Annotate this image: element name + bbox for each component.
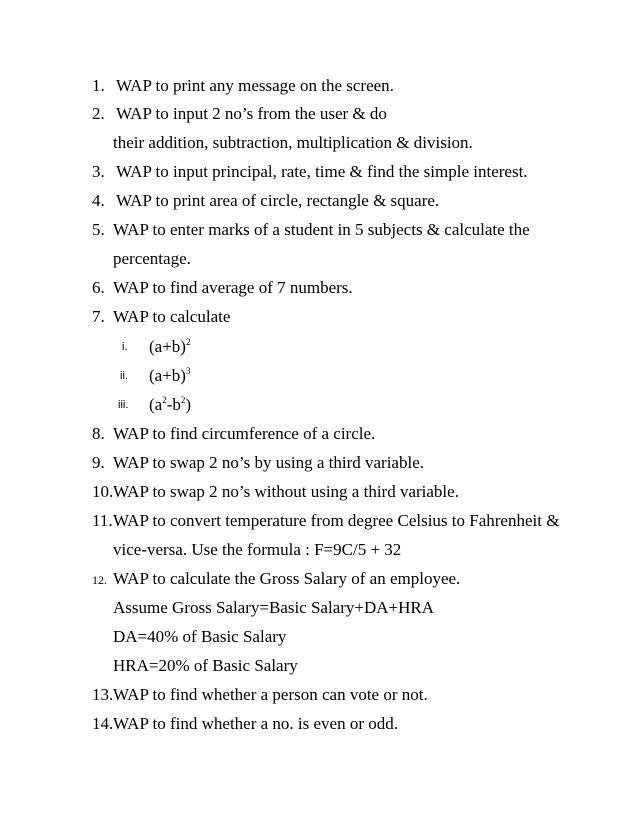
item-continuation: their addition, subtraction, multiplication & division. [113, 133, 473, 152]
list-item [92, 220, 530, 240]
item-continuation: vice-versa. Use the formula : F=9C/5 + 32 [113, 540, 402, 559]
item-text: WAP to calculate [113, 307, 231, 326]
item-text: WAP to enter marks of a student in 5 subjects & calculate the [113, 220, 530, 239]
expression-part: -b [166, 395, 181, 414]
list-item [92, 307, 230, 327]
item-number: 14. [92, 714, 114, 733]
item-text: WAP to find average of 7 numbers. [113, 278, 353, 297]
expression-part: (a [149, 395, 163, 414]
list-item [92, 453, 424, 473]
item-number: 9. [92, 453, 105, 472]
item-number: 11. [92, 511, 113, 530]
list-item [92, 278, 353, 298]
list-item [92, 104, 387, 124]
item-text: WAP to print any message on the screen. [116, 76, 394, 95]
sub-item-number: ii. [120, 370, 128, 382]
item-number: 5. [92, 220, 105, 239]
exponent: 2 [162, 395, 167, 405]
item-text: WAP to swap 2 no’s by using a third variable. [113, 453, 424, 472]
item-number: 1. [92, 76, 105, 95]
expression-base: (a+b) [149, 366, 186, 385]
item-text: WAP to calculate the Gross Salary of an employee. [113, 569, 461, 588]
item-continuation: percentage. [113, 249, 191, 268]
item-text: WAP to input 2 no’s from the user & do [116, 104, 387, 123]
list-item [92, 191, 439, 211]
item-number: 13. [92, 685, 114, 704]
item-text: WAP to find whether a no. is even or odd. [113, 714, 399, 733]
item-detail-line: HRA=20% of Basic Salary [113, 656, 298, 675]
item-number: 3. [92, 162, 105, 181]
item-number: 8. [92, 424, 105, 443]
item-text: WAP to input principal, rate, time & find the simple interest. [116, 162, 528, 181]
list-item [92, 714, 398, 734]
exponent: 2 [185, 337, 191, 347]
item-text: WAP to find circumference of a circle. [113, 424, 376, 443]
list-item [92, 685, 428, 705]
item-number: 10. [92, 482, 114, 501]
list-item [92, 511, 559, 531]
expression-part: ) [185, 395, 192, 414]
item-text: WAP to find whether a person can vote or not. [113, 685, 428, 704]
item-detail-line: DA=40% of Basic Salary [113, 627, 287, 646]
sub-item-expression [149, 395, 191, 415]
item-text: WAP to convert temperature from degree Celsius to Fahrenheit & [113, 511, 560, 530]
list-item [92, 424, 375, 444]
exponent: 2 [180, 395, 186, 405]
item-number: 12. [92, 573, 107, 587]
sub-item-number: i. [122, 341, 128, 353]
list-item [92, 569, 460, 590]
item-text: WAP to print area of circle, rectangle & square. [116, 191, 440, 210]
item-detail-line: Assume Gross Salary=Basic Salary+DA+HRA [113, 598, 435, 617]
list-item [92, 162, 528, 182]
sub-item-expression [149, 366, 190, 386]
item-number: 4. [92, 191, 105, 210]
item-number: 2. [92, 104, 105, 123]
exponent: 3 [185, 366, 191, 376]
item-number: 6. [92, 278, 105, 297]
sub-item-expression [149, 337, 190, 357]
sub-item-number: iii. [118, 399, 129, 411]
item-text: WAP to swap 2 no’s without using a third variable. [113, 482, 459, 501]
list-item [92, 76, 394, 96]
expression-base: (a+b) [149, 337, 186, 356]
list-item [92, 482, 459, 502]
item-number: 7. [92, 307, 105, 326]
